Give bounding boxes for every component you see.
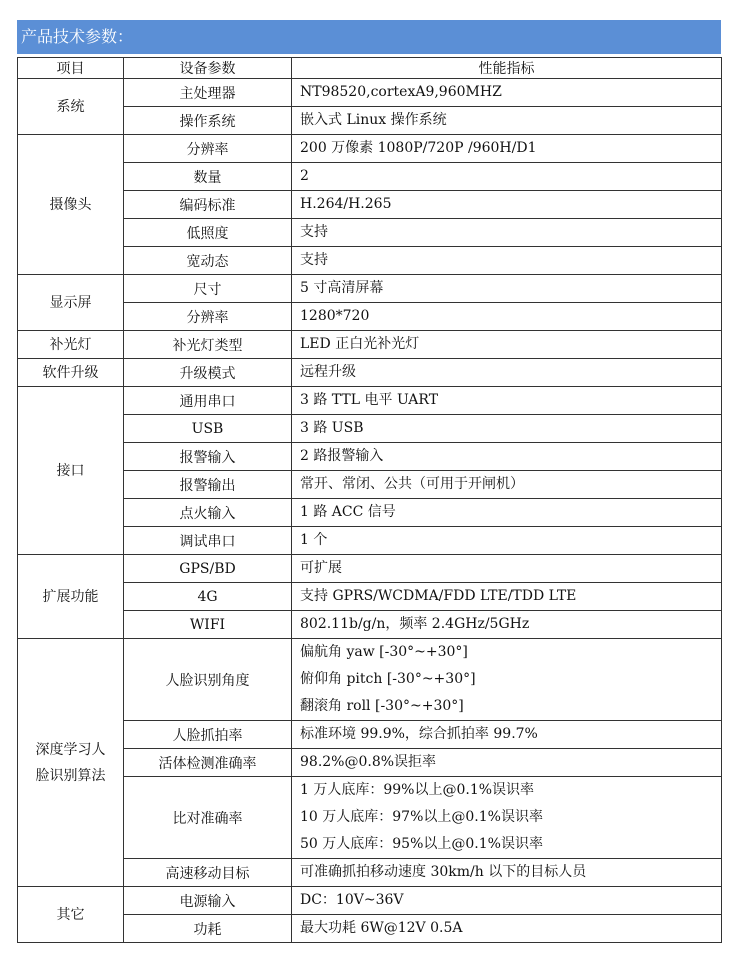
category-label: 显示屏	[49, 294, 92, 311]
table-row	[18, 859, 722, 887]
category-label: 摄像头	[49, 196, 92, 213]
value-line: 1 路 ACC 信号	[300, 504, 396, 520]
table-row	[18, 275, 722, 303]
spec-table	[17, 57, 722, 943]
value-line: 支持	[300, 252, 328, 268]
param-cell: 补光灯类型	[124, 331, 292, 359]
value-cell	[292, 639, 722, 721]
value-line: 50 万人底库：95%以上@0.1%误识率	[300, 836, 543, 852]
value-line: 5 寸高清屏幕	[300, 280, 384, 296]
value-line: DC：10V~36V	[300, 892, 404, 908]
param-cell: 宽动态	[124, 247, 292, 275]
table-row	[18, 527, 722, 555]
table-row	[18, 611, 722, 639]
value-cell	[292, 721, 722, 749]
table-body	[18, 79, 722, 943]
value-line: H.264/H.265	[300, 196, 392, 212]
section-title: 产品技术参数：	[17, 20, 721, 54]
table-row	[18, 415, 722, 443]
param-cell: 报警输出	[124, 471, 292, 499]
table-row	[18, 583, 722, 611]
value-line: 支持 GPRS/WCDMA/FDD LTE/TDD LTE	[300, 588, 577, 604]
category-label: 脸识别算法	[35, 767, 106, 784]
param-cell: 数量	[124, 163, 292, 191]
value-cell	[292, 555, 722, 583]
table-row	[18, 443, 722, 471]
category-label: 软件升级	[42, 364, 99, 381]
value-line: 1 万人底库：99%以上@0.1%误识率	[300, 782, 535, 798]
table-row	[18, 107, 722, 135]
category-cell	[18, 135, 124, 275]
param-cell: 功耗	[124, 915, 292, 943]
table-row	[18, 639, 722, 721]
param-cell: 调试串口	[124, 527, 292, 555]
table-row	[18, 387, 722, 415]
value-line: 常开、常闭、公共（可用于开闸机）	[300, 476, 524, 492]
table-row	[18, 303, 722, 331]
header-param: 设备参数	[124, 58, 292, 79]
value-line: 标准环境 99.9%，综合抓拍率 99.7%	[300, 726, 538, 742]
category-label: 系统	[56, 98, 85, 115]
value-cell	[292, 135, 722, 163]
value-cell	[292, 247, 722, 275]
value-line: 1 个	[300, 532, 328, 548]
value-cell	[292, 163, 722, 191]
param-cell: 操作系统	[124, 107, 292, 135]
table-row	[18, 247, 722, 275]
value-line: LED 正白光补光灯	[300, 336, 420, 352]
param-cell: 人脸抓拍率	[124, 721, 292, 749]
table-row	[18, 555, 722, 583]
value-cell	[292, 527, 722, 555]
value-cell	[292, 359, 722, 387]
value-line: 2 路报警输入	[300, 448, 384, 464]
param-cell: 4G	[124, 583, 292, 611]
value-line: 支持	[300, 224, 328, 240]
value-cell	[292, 583, 722, 611]
param-cell: 比对准确率	[124, 777, 292, 859]
value-cell	[292, 611, 722, 639]
param-cell: 低照度	[124, 219, 292, 247]
table-row	[18, 79, 722, 107]
value-line: 802.11b/g/n，频率 2.4GHz/5GHz	[300, 616, 530, 632]
value-cell	[292, 415, 722, 443]
value-cell	[292, 303, 722, 331]
table-row	[18, 721, 722, 749]
value-line: 偏航角 yaw [-30°~+30°]	[300, 644, 468, 660]
param-cell: WIFI	[124, 611, 292, 639]
param-cell: GPS/BD	[124, 555, 292, 583]
value-line: 可扩展	[300, 560, 342, 576]
table-row	[18, 331, 722, 359]
table-row	[18, 191, 722, 219]
table-row	[18, 499, 722, 527]
table-row	[18, 135, 722, 163]
table-row	[18, 471, 722, 499]
header-item: 项目	[18, 58, 124, 79]
category-cell	[18, 555, 124, 639]
param-cell: 电源输入	[124, 887, 292, 915]
param-cell: 活体检测准确率	[124, 749, 292, 777]
value-line: 3 路 TTL 电平 UART	[300, 392, 439, 408]
table-row	[18, 915, 722, 943]
value-line: 1280*720	[300, 308, 370, 324]
value-cell	[292, 471, 722, 499]
param-cell: 分辨率	[124, 303, 292, 331]
param-cell: 升级模式	[124, 359, 292, 387]
category-label: 接口	[56, 462, 85, 479]
table-row	[18, 749, 722, 777]
param-cell: USB	[124, 415, 292, 443]
table-row	[18, 777, 722, 859]
value-cell	[292, 777, 722, 859]
value-cell	[292, 219, 722, 247]
value-cell	[292, 915, 722, 943]
value-line: 嵌入式 Linux 操作系统	[300, 112, 447, 128]
table-row	[18, 359, 722, 387]
value-cell	[292, 331, 722, 359]
value-line: 200 万像素 1080P/720P /960H/D1	[300, 140, 537, 156]
header-performance: 性能指标	[292, 58, 722, 79]
value-cell	[292, 107, 722, 135]
param-cell: 分辨率	[124, 135, 292, 163]
value-line: 3 路 USB	[300, 420, 364, 436]
value-line: 2	[300, 168, 309, 184]
value-line: 10 万人底库：97%以上@0.1%误识率	[300, 809, 543, 825]
category-cell	[18, 639, 124, 887]
category-cell	[18, 331, 124, 359]
value-cell	[292, 749, 722, 777]
value-line: 俯仰角 pitch [-30°~+30°]	[300, 671, 476, 687]
category-cell	[18, 887, 124, 943]
category-label: 深度学习人	[35, 741, 106, 758]
table-row	[18, 887, 722, 915]
param-cell: 主处理器	[124, 79, 292, 107]
value-cell	[292, 275, 722, 303]
value-cell	[292, 79, 722, 107]
value-line: 可准确抓拍移动速度 30km/h 以下的目标人员	[300, 864, 587, 880]
category-label: 补光灯	[49, 336, 92, 353]
table-row	[18, 163, 722, 191]
value-cell	[292, 859, 722, 887]
param-cell: 人脸识别角度	[124, 639, 292, 721]
value-line: 远程升级	[300, 364, 356, 380]
category-cell	[18, 359, 124, 387]
value-line: NT98520,cortexA9,960MHZ	[300, 84, 502, 100]
category-cell	[18, 275, 124, 331]
value-cell	[292, 191, 722, 219]
param-cell: 尺寸	[124, 275, 292, 303]
param-cell: 高速移动目标	[124, 859, 292, 887]
param-cell: 点火输入	[124, 499, 292, 527]
value-cell	[292, 387, 722, 415]
value-line: 98.2%@0.8%误拒率	[300, 754, 437, 770]
table-row	[18, 219, 722, 247]
category-cell	[18, 387, 124, 555]
category-label: 扩展功能	[42, 588, 99, 605]
value-cell	[292, 499, 722, 527]
param-cell: 通用串口	[124, 387, 292, 415]
value-cell	[292, 887, 722, 915]
category-cell	[18, 79, 124, 135]
table-header-row	[18, 58, 722, 79]
param-cell: 报警输入	[124, 443, 292, 471]
value-line: 翻滚角 roll [-30°~+30°]	[300, 698, 464, 714]
value-line: 最大功耗 6W@12V 0.5A	[300, 920, 463, 936]
param-cell: 编码标准	[124, 191, 292, 219]
value-cell	[292, 443, 722, 471]
category-label: 其它	[56, 906, 85, 923]
